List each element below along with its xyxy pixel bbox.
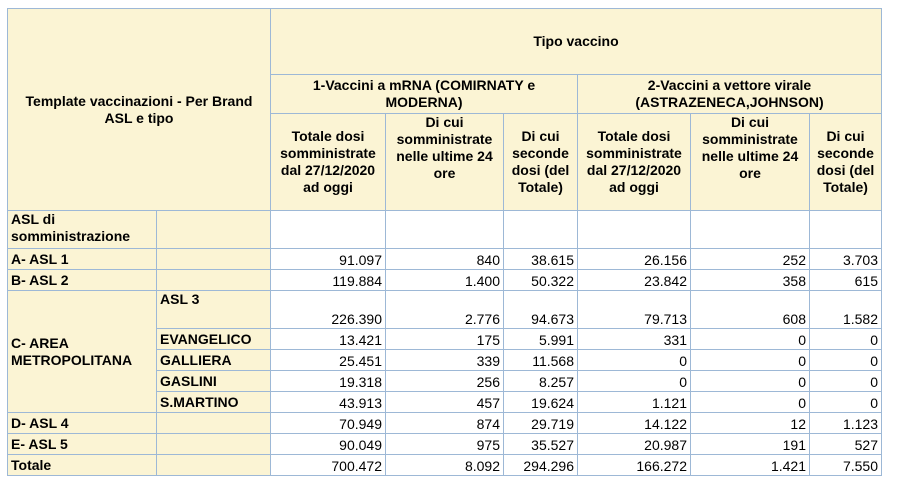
header-ultime-mrna: Di cui somministrate nelle ultime 24 ore [386, 114, 504, 211]
table-row [8, 291, 882, 329]
table-row [8, 270, 882, 291]
cell-totale-mrna: 19.318 [271, 371, 386, 392]
cell-ultime-mrna: 457 [386, 392, 504, 413]
cell-seconde-mrna: 19.624 [504, 392, 578, 413]
cell-totale-mrna: 119.884 [271, 270, 386, 291]
cell-totale-mrna: 90.049 [271, 434, 386, 455]
cell-seconde-mrna: 50.322 [504, 270, 578, 291]
row-sublabel: EVANGELICO [157, 329, 271, 350]
cell-totale-mrna: 25.451 [271, 350, 386, 371]
cell-ultime-mrna: 840 [386, 249, 504, 270]
header-totale-vettore: Totale dosi somministrate dal 27/12/2020 ad oggi [578, 114, 691, 211]
cell-ultime-vettore: 12 [691, 413, 810, 434]
row-sublabel [157, 249, 271, 270]
blank-cell [504, 211, 578, 249]
row-sublabel: GALLIERA [157, 350, 271, 371]
cell-totale-vettore: 0 [578, 371, 691, 392]
group-mrna-header: 1-Vaccini a mRNA (COMIRNATY e MODERNA) [271, 75, 578, 114]
header-seconde-vettore: Di cui seconde dosi (del Totale) [810, 114, 882, 211]
header-totale-mrna: Totale dosi somministrate dal 27/12/2020 ad oggi [271, 114, 386, 211]
row-sublabel: ASL 3 [157, 291, 271, 329]
cell-seconde-mrna: 35.527 [504, 434, 578, 455]
row-label: Totale [8, 455, 157, 476]
table-row [8, 434, 882, 455]
blank-cell [578, 211, 691, 249]
cell-ultime-mrna: 339 [386, 350, 504, 371]
cell-ultime-vettore: 358 [691, 270, 810, 291]
blank-cell [386, 211, 504, 249]
cell-seconde-vettore: 527 [810, 434, 882, 455]
cell-totale-vettore: 331 [578, 329, 691, 350]
cell-totale-mrna: 226.390 [271, 291, 386, 329]
cell-ultime-vettore: 0 [691, 329, 810, 350]
cell-totale-mrna: 700.472 [271, 455, 386, 476]
cell-ultime-mrna: 874 [386, 413, 504, 434]
cell-ultime-vettore: 0 [691, 371, 810, 392]
cell-seconde-vettore: 1.582 [810, 291, 882, 329]
blank-cell [271, 211, 386, 249]
asl-header-blank [157, 211, 271, 249]
group-vettore-header: 2-Vaccini a vettore virale (ASTRAZENECA,JOHNSON) [578, 75, 882, 114]
cell-ultime-vettore: 0 [691, 392, 810, 413]
cell-seconde-vettore: 1.123 [810, 413, 882, 434]
totals-row [8, 455, 882, 476]
cell-totale-vettore: 26.156 [578, 249, 691, 270]
cell-seconde-mrna: 94.673 [504, 291, 578, 329]
cell-seconde-vettore: 7.550 [810, 455, 882, 476]
cell-totale-vettore: 166.272 [578, 455, 691, 476]
cell-totale-mrna: 43.913 [271, 392, 386, 413]
corner-title: Template vaccinazioni - Per Brand ASL e tipo [8, 9, 271, 211]
cell-ultime-vettore: 0 [691, 350, 810, 371]
cell-ultime-vettore: 608 [691, 291, 810, 329]
blank-cell [810, 211, 882, 249]
blank-cell [691, 211, 810, 249]
header-ultime-vettore: Di cui somministrate nelle ultime 24 ore [691, 114, 810, 211]
cell-seconde-vettore: 0 [810, 392, 882, 413]
cell-ultime-mrna: 175 [386, 329, 504, 350]
row-sublabel: S.MARTINO [157, 392, 271, 413]
cell-seconde-mrna: 11.568 [504, 350, 578, 371]
cell-ultime-mrna: 8.092 [386, 455, 504, 476]
cell-seconde-vettore: 0 [810, 350, 882, 371]
cell-seconde-vettore: 3.703 [810, 249, 882, 270]
cell-ultime-mrna: 2.776 [386, 291, 504, 329]
cell-seconde-vettore: 0 [810, 371, 882, 392]
cell-ultime-vettore: 191 [691, 434, 810, 455]
cell-seconde-mrna: 294.296 [504, 455, 578, 476]
cell-totale-vettore: 20.987 [578, 434, 691, 455]
cell-seconde-mrna: 5.991 [504, 329, 578, 350]
cell-totale-mrna: 91.097 [271, 249, 386, 270]
cell-totale-vettore: 14.122 [578, 413, 691, 434]
cell-seconde-mrna: 29.719 [504, 413, 578, 434]
row-label: B- ASL 2 [8, 270, 157, 291]
row-sublabel: GASLINI [157, 371, 271, 392]
cell-seconde-vettore: 0 [810, 329, 882, 350]
cell-totale-vettore: 1.121 [578, 392, 691, 413]
table-row [8, 413, 882, 434]
cell-ultime-mrna: 1.400 [386, 270, 504, 291]
cell-ultime-vettore: 252 [691, 249, 810, 270]
row-label: E- ASL 5 [8, 434, 157, 455]
vaccination-table [7, 8, 882, 476]
row-sublabel [157, 455, 271, 476]
cell-totale-vettore: 23.842 [578, 270, 691, 291]
cell-seconde-vettore: 615 [810, 270, 882, 291]
cell-ultime-vettore: 1.421 [691, 455, 810, 476]
cell-ultime-mrna: 256 [386, 371, 504, 392]
table-row [8, 249, 882, 270]
cell-seconde-mrna: 8.257 [504, 371, 578, 392]
row-sublabel [157, 270, 271, 291]
cell-ultime-mrna: 975 [386, 434, 504, 455]
header-seconde-mrna: Di cui seconde dosi (del Totale) [504, 114, 578, 211]
cell-totale-mrna: 13.421 [271, 329, 386, 350]
cell-seconde-mrna: 38.615 [504, 249, 578, 270]
area-metropolitana-label: C- AREA METROPOLITANA [8, 291, 157, 413]
row-sublabel [157, 413, 271, 434]
row-label: D- ASL 4 [8, 413, 157, 434]
row-sublabel [157, 434, 271, 455]
row-label: A- ASL 1 [8, 249, 157, 270]
cell-totale-vettore: 0 [578, 350, 691, 371]
asl-header: ASL di somministrazione [8, 211, 157, 249]
tipo-vaccino-header: Tipo vaccino [271, 9, 882, 75]
cell-totale-mrna: 70.949 [271, 413, 386, 434]
cell-totale-vettore: 79.713 [578, 291, 691, 329]
